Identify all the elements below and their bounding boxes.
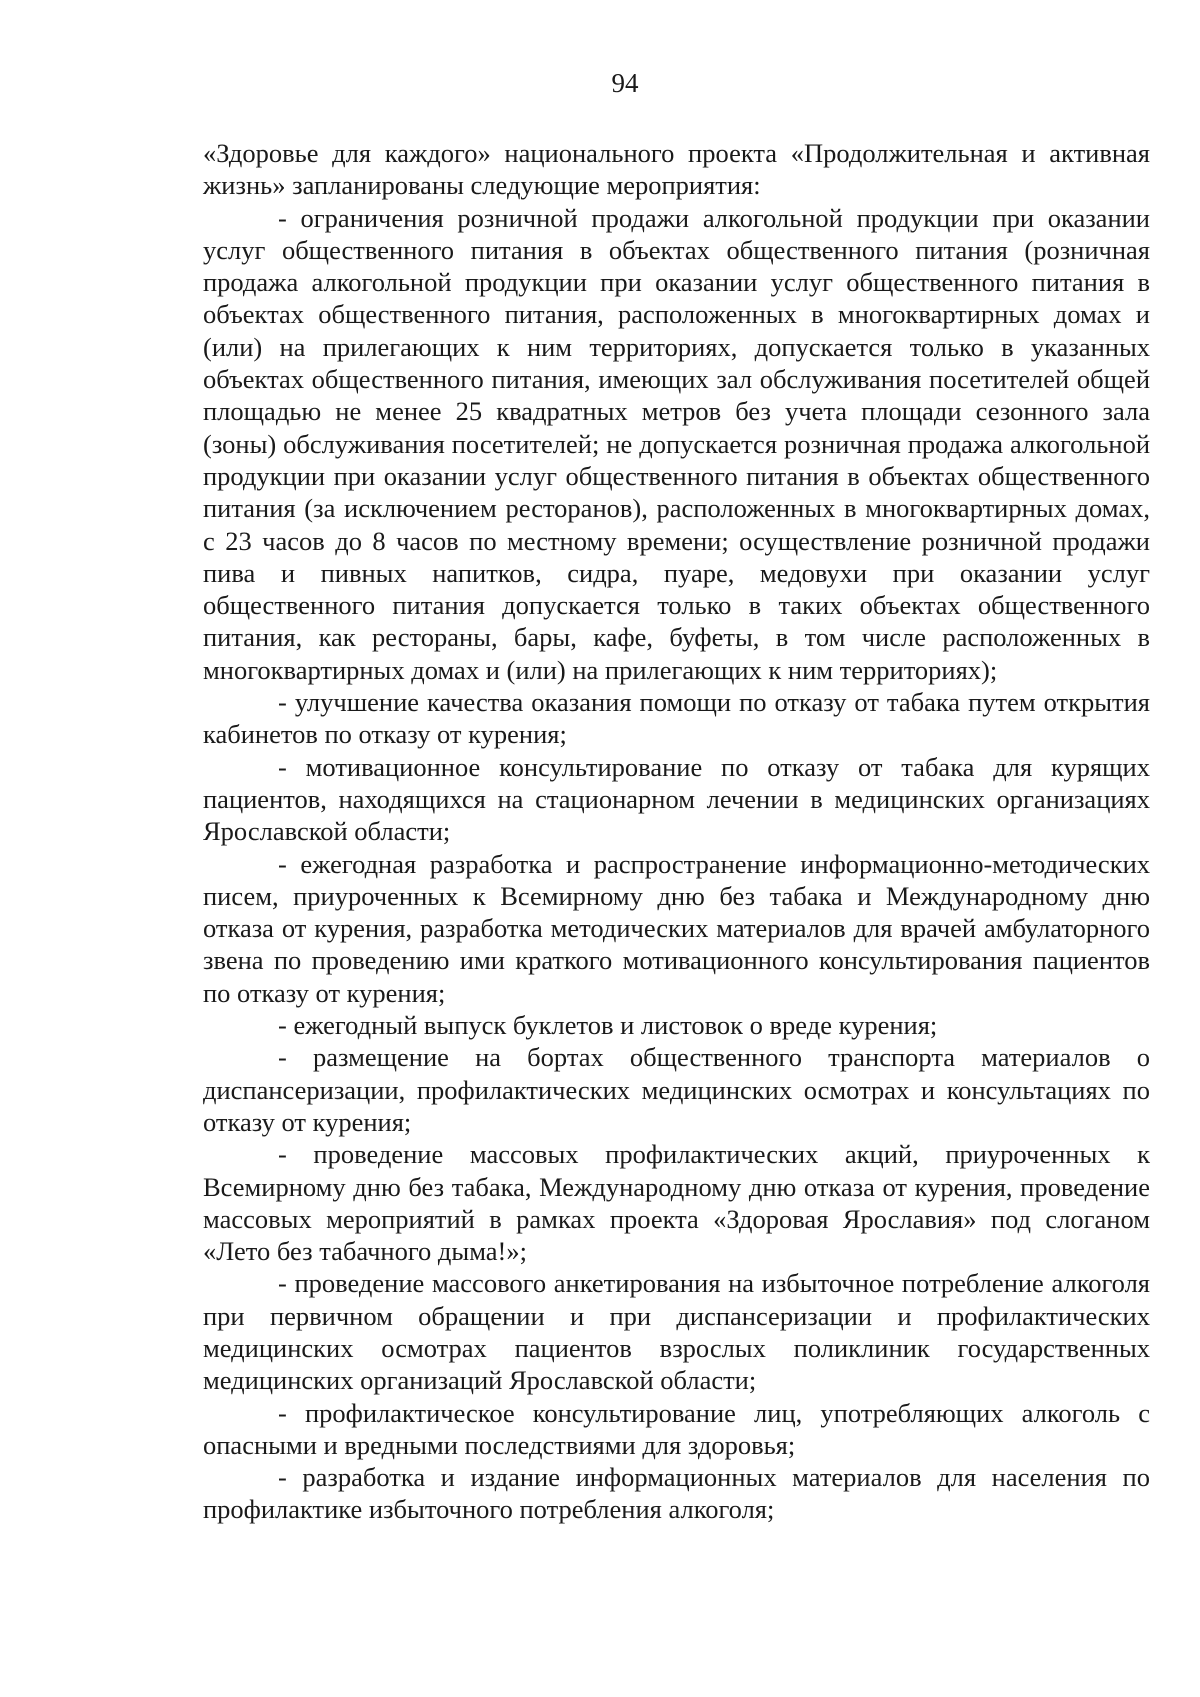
- list-item-alcohol-counseling: - профилактическое консультирование лиц, употребляющих алкоголь с опасными и вредными последствиями для здоровья;: [203, 1397, 1150, 1460]
- list-item-booklets: - ежегодный выпуск буклетов и листовок о вреде курения;: [278, 1010, 938, 1041]
- page-number: 94: [611, 68, 639, 98]
- list-item-transport-ads: - размещение на бортах общественного транспорта материалов о диспансеризации, профилактических медицинских осмотрах и консультациях по отказу от курения;: [203, 1042, 1150, 1137]
- list-item-smoking-cessation-offices: - улучшение качества оказания помощи по отказу от табака путем открытия кабинетов по отказу от курения;: [203, 687, 1150, 750]
- list-item-mass-campaigns: - проведение массовых профилактических акций, приуроченных к Всемирному дню без табака, Международному дню отказа от курения, проведение массовых мероприятий в рамках проекта «Здоровая Ярославия» под слоганом «Лето без табачного дыма!»;: [203, 1139, 1150, 1267]
- list-item-alcohol-sales-restrictions: - ограничения розничной продажи алкогольной продукции при оказании услуг общественного питания в объектах общественного питания (розничная продажа алкогольной продукции при оказании услуг общественного питания в объектах общественного питания, расположенных в многоквартирных домах и (или) на прилегающих к ним территориях, допускается только в указанных объектах общественного питания, имеющих зал обслуживания посетителей общей площадью не менее 25 квадратных метров без учета площади сезонного зала (зоны) обслуживания посетителей; не допускается розничная продажа алкогольной продукции при оказании услуг общественного питания в объектах общественного питания (за исключением ресторанов), расположенных в многоквартирных домах, с 23 часов до 8 часов по местному времени; осуществление розничной продажи пива и пивных напитков, сидра, пуаре, медовухи при оказании услуг общественного питания допускается только в таких объектах общественного питания, как рестораны, бары, кафе, буфеты, в том числе расположенных в многоквартирных домах и (или) на прилегающих к ним территориях);: [203, 202, 1150, 685]
- list-item-alcohol-survey: - проведение массового анкетирования на избыточное потребление алкоголя при первичном обращении и при диспансеризации и профилактических медицинских осмотрах пациентов взрослых поликлиник государственных медицинских организаций Ярославской области;: [203, 1268, 1150, 1396]
- paragraph-intro: «Здоровье для каждого» национального проекта «Продолжительная и активная жизнь» запланированы следующие мероприятия:: [203, 138, 1150, 201]
- document-body: [203, 137, 1150, 1526]
- list-item-motivational-counseling: - мотивационное консультирование по отказу от табака для курящих пациентов, находящихся на стационарном лечении в медицинских организациях Ярославской области;: [203, 751, 1150, 847]
- list-item-methodical-letters: - ежегодная разработка и распространение информационно-методических писем, приуроченных к Всемирному дню без табака и Международному дню отказа от курения, разработка методических материалов для врачей амбулаторного звена по проведению ими краткого мотивационного консультирования пациентов по отказу от курения;: [203, 848, 1150, 1008]
- list-item-information-materials: - разработка и издание информационных материалов для населения по профилактике избыточного потребления алкоголя;: [203, 1462, 1150, 1525]
